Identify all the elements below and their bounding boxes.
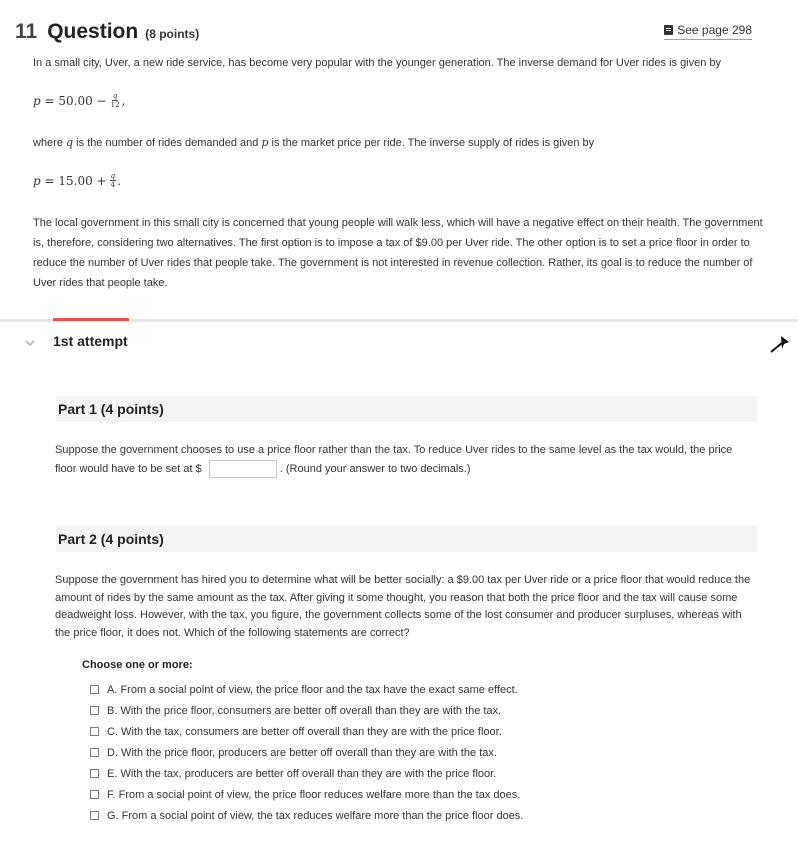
checkbox[interactable]	[90, 685, 99, 694]
option-g[interactable]	[90, 805, 523, 826]
attempt-tab-indicator	[53, 318, 129, 321]
option-label: G. From a social point of view, the tax reduces welfare more than the price floor does.	[107, 809, 524, 822]
part1-text-a: Suppose the government chooses to use a price floor rather than the tax. To reduce Uver rides to the same level as the tax would, the price floor would have to be set at $	[55, 444, 733, 475]
question-points: (8 points)	[145, 27, 200, 41]
eq2-denominator: 4	[110, 181, 116, 189]
option-a[interactable]	[90, 679, 523, 700]
eq2-tail: .	[117, 173, 121, 188]
p2-var-p: p	[261, 136, 269, 149]
checkbox[interactable]	[90, 790, 99, 799]
chevron-down-icon[interactable]	[24, 337, 36, 349]
part1-heading: Part 1 (4 points)	[56, 396, 757, 422]
eq1-denominator: 12	[110, 101, 120, 109]
option-f[interactable]	[90, 784, 523, 805]
question-number: 11	[15, 20, 38, 43]
answer-options	[90, 679, 523, 826]
checkbox[interactable]	[90, 811, 99, 820]
eq1-tail: ,	[121, 93, 126, 108]
pin-icon[interactable]	[768, 333, 792, 355]
p2-var-q: q	[66, 136, 74, 149]
option-c[interactable]	[90, 721, 523, 742]
intro-paragraph-2	[33, 133, 773, 153]
eq1-rhs: = 50.00 −	[44, 93, 107, 108]
part1-question	[55, 442, 755, 478]
question-title: Question	[47, 20, 139, 43]
eq1-numerator: q	[112, 92, 118, 100]
part2-heading: Part 2 (4 points)	[56, 526, 757, 552]
option-label: F. From a social point of view, the price floor reduces welfare more than the tax does.	[107, 788, 521, 801]
price-floor-answer-input[interactable]	[209, 460, 277, 478]
see-page-link[interactable]	[664, 23, 752, 40]
eq1-lhs: p	[33, 93, 41, 108]
option-label: D. With the price floor, producers are better off overall than they are with the tax.	[107, 746, 497, 759]
option-e[interactable]	[90, 763, 523, 784]
p2-text-a: where	[33, 137, 67, 149]
option-b[interactable]	[90, 700, 523, 721]
option-d[interactable]	[90, 742, 523, 763]
checkbox[interactable]	[90, 769, 99, 778]
eq2-lhs: p	[33, 173, 41, 188]
intro-paragraph-3: The local government in this small city is concerned that young people will walk less, which will have a negative effect on their health. The government is, therefore, considering two alternatives. The first option is to impose a tax of $9.00 per Uver ride. The other option is to set a price floor in order to reduce the number of Uver rides that people take. The government is not interested in revenue collection. Rather, its goal is to reduce the number of Uver rides that people take.	[33, 217, 763, 289]
option-label: E. With the tax, producers are better off overall than they are with the price floor.	[107, 767, 497, 780]
intro-paragraph-1: In a small city, Uver, a new ride service, has become very popular with the younger generation. The inverse demand for Uver rides is given by	[33, 57, 722, 69]
book-icon	[664, 25, 673, 35]
choose-instruction: Choose one or more:	[82, 659, 193, 671]
eq2-fraction	[110, 172, 116, 189]
part2-question: Suppose the government has hired you to determine what will be better socially: a $9.00 tax per Uver ride or a price floor that would reduce the amount of rides by the same amount as the tax. After giving it some thought, you reason that both the price floor and the tax will cause some deadweight loss. However, with the tax, you figure, the government collects some of the lost consumer and producer surpluses, whereas with the price floor, it does not. Which of the following statements are correct?	[55, 574, 751, 639]
demand-equation	[33, 92, 125, 109]
checkbox[interactable]	[90, 706, 99, 715]
option-label: C. With the tax, consumers are better off overall than they are with the price floor.	[107, 725, 502, 738]
see-page-label: See page 298	[677, 23, 752, 37]
option-label: B. With the price floor, consumers are better off overall than they are with the tax.	[107, 704, 502, 717]
p2-text-b: is the number of rides demanded and	[73, 137, 262, 149]
p2-text-c: is the market price per ride. The inverse supply of rides is given by	[268, 137, 595, 149]
supply-equation	[33, 172, 121, 189]
eq2-rhs: = 15.00 +	[44, 173, 107, 188]
eq2-numerator: q	[110, 172, 116, 180]
attempt-label[interactable]: 1st attempt	[53, 333, 128, 349]
option-label: A. From a social point of view, the price floor and the tax have the exact same effect.	[107, 683, 518, 696]
part1-text-b: . (Round your answer to two decimals.)	[279, 462, 471, 475]
checkbox[interactable]	[90, 748, 99, 757]
eq1-fraction	[110, 92, 121, 109]
checkbox[interactable]	[90, 727, 99, 736]
question-header	[15, 20, 199, 44]
